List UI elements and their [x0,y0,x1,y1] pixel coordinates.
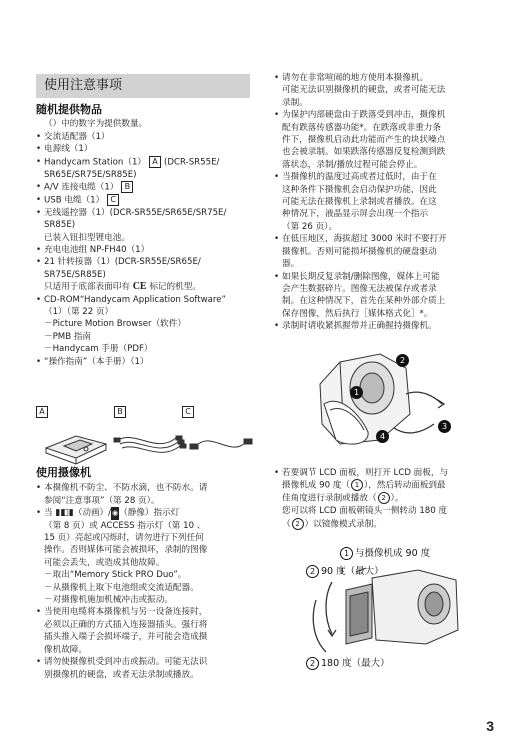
accessories-section [36,104,261,368]
item-text: （动画）/ [73,508,112,519]
ref-2b: 2 [292,518,304,530]
use-section [36,467,264,681]
accessories-illustration [36,406,258,468]
section-title: 使用注意事项 [36,74,250,98]
list-item: • 当摄像机的温度过高或者过低时，由于在 [274,171,502,183]
callout-3: 3 [438,420,451,433]
lcd-caption-1 [340,545,430,560]
list-item: • 交流适配器（1） [36,131,261,143]
list-item: • 为保护内部硬盘由于跌落受到冲击，摄像机 [274,109,502,121]
callout-4: 4 [376,430,389,443]
lcd-section [274,467,502,531]
ref-2: 2 [378,492,390,504]
list-item: • 21 针转接器（1）(DCR-SR55E/SR65E/ [36,256,261,268]
list-item [36,181,261,194]
accessories-heading: 随机提供物品 [36,103,102,116]
box-b-label: B [121,181,133,193]
list-item-cont: 操作。否则媒体可能会被损坏，录制的图像 [44,545,208,556]
lcd-drawing [306,560,476,656]
list-item [36,507,264,519]
list-item-cont: －对摄像机施加机械冲击或振动。 [44,595,173,606]
page-number: 3 [486,718,494,734]
illus-label-c: C [182,406,194,418]
item-text: （ [282,519,291,530]
item-text: 当 [44,508,53,519]
use-heading: 使用摄像机 [36,466,91,479]
list-item: • 请勿使摄像机受到冲击或振动。可能无法识 [36,656,264,668]
list-item-cont: 摄像机。否则可能损坏摄像机的硬盘驱动 [282,246,437,257]
accessories-drawing [36,420,258,468]
list-item-cont [274,492,502,505]
list-item-cont: SR65E/SR75E/SR85E) [44,169,137,180]
list-item: • CD-ROM“Handycam Application Software” [36,294,261,306]
list-item: • 电源线（1） [36,143,261,155]
illus-label-b: B [114,406,126,418]
list-item-cont: －PMB 指南 [44,331,92,342]
handycam-station-image [46,436,106,464]
list-item-cont: 参阅“注意事项”（第 28 页）。 [44,495,160,506]
item-text: A/V 连接电缆（1） [44,182,119,193]
callout-1: 1 [350,386,363,399]
list-item-cont: 别摄像机的硬盘，或者无法录制或播放。 [44,669,199,680]
list-item-cont: 15 页）亮起或闪烁时，请勿进行下列任何 [44,533,204,544]
item-text: ）。 [390,493,404,504]
item-text: ）以镜像模式录制。 [304,519,382,530]
list-item-cont: 录制。 [282,97,308,108]
camera-icon: ◉ [111,507,119,519]
list-item: • 在低压地区，海拔超过 3000 米时不要打开 [274,233,502,245]
caption-text: 180 度（最大） [321,658,390,669]
item-text: 标记的机型。 [149,282,201,293]
lcd-illustration [306,560,476,656]
list-item: • 无线遥控器（1）(DCR-SR55E/SR65E/SR75E/ [36,207,261,219]
list-item-cont [36,281,261,293]
list-item-cont: 这种条件下摄像机会启动保护功能，因此 [282,184,437,195]
list-item: • 请勿在非常喧闹的地方使用本摄像机。 [274,72,502,84]
list-item-cont: 必须以正确的方式插入连接器插头。强行将 [44,619,208,630]
list-item-cont: －取出“Memory Stick PRO Duo”。 [44,570,187,581]
list-item-cont: 件下，摄像机启动此功能而产生的块状噪点 [282,135,446,146]
list-item-cont: 也会被录制。如果跌落传感器反复检测到跌 [282,147,446,158]
item-text: 只适用于底部表面印有 [44,282,130,293]
list-item-cont: 器。 [282,259,300,270]
list-item-cont: 会产生数据碎片。图像无法被保存或者录 [282,283,437,294]
list-item: • 录制时请收紧抓握带并正确握持摄像机。 [274,320,502,332]
list-item-cont: 可能无法在摄像机上录制或者播放。在这 [282,197,437,208]
list-item-cont: （1）（第 22 页） [44,307,114,317]
box-a-label: A [149,156,161,168]
caption-text: 与摄像机成 90 度 [355,548,431,559]
list-item-cont: －Picture Motion Browser（软件） [44,319,186,330]
accessories-note: （）中的数字为提供数量。 [44,119,148,130]
list-item-cont [274,518,502,531]
caption-num-2: 2 [306,565,319,578]
list-item-cont: SR85E) [44,220,76,231]
box-c-label: C [107,194,119,206]
list-item-cont: 种情况下，液晶显示屏会出现一个指示 [282,209,429,220]
item-text: （静像）指示灯 [119,508,180,519]
usb-cable-image [190,439,252,449]
movie-icon: ▮◧▮ [55,508,74,519]
ce-mark-icon: CE [132,281,147,293]
list-item-cont: 落状态，录制/播放过程可能会停止。 [282,159,423,170]
list-item-cont: （第 26 页）。 [282,221,338,232]
list-item-cont: 像机故障。 [44,644,87,655]
list-item-cont: 插头推入端子会损坏端子，并可能会造成摄 [44,632,208,643]
grip-strap-illustration [310,344,460,456]
caption-num-3: 2 [306,657,319,670]
item-text: (DCR-SR55E/ [164,157,220,168]
av-cable-image [114,436,186,452]
list-item-cont [274,479,502,492]
list-item-cont: 可能无法识别摄像机的硬盘，或者可能无法 [282,85,446,96]
list-item: • “操作指南”（本手册）（1） [36,356,261,368]
list-item [36,156,261,169]
list-item-cont: 制。在这种情况下，首先在某种外部介质上 [282,296,446,307]
illus-label-a: A [36,406,48,418]
list-item [36,194,261,207]
lcd-caption-3 [306,655,390,670]
list-item-cont: －Handycam 手册（PDF） [44,344,153,355]
list-item-cont: －从摄像机上取下电池组或交流适配器。 [44,582,199,593]
item-text: 佳角度进行录制或播放（ [282,493,377,504]
item-text: 摄像机成 90 度（ [282,480,350,491]
list-item: • 若要调节 LCD 面板，则打开 LCD 面板，与 [274,467,502,479]
ref-1: 1 [351,479,363,491]
item-text: Handycam Station（1） [44,157,147,168]
list-item-cont: （第 8 页）或 ACCESS 指示灯（第 10 、 [44,520,206,531]
caption-num-1: 1 [340,547,353,560]
list-item-cont: SR75E/SR85E) [44,269,106,280]
list-item-cont: 配有跌落传感器功能*。在跌落或非重力条 [282,122,441,133]
list-item: • 如果长期反复录制/删除图像，媒体上可能 [274,271,502,283]
list-item: • 当使用电缆将本摄像机与另一设备连接时， [36,606,264,618]
list-item-cont: 已装入钮扣型锂电池。 [44,232,130,243]
item-text: USB 电缆（1） [44,195,105,206]
list-item-cont: 可能会丢失，或造成其他故障。 [44,557,165,568]
callout-2: 2 [396,354,409,367]
list-item-cont: 您可以将 LCD 面板朝镜头一侧转动 180 度 [282,506,448,517]
precautions-section [274,72,502,333]
item-text: ），然后转动面板到最 [363,480,446,491]
list-item-cont: 保存图像，然后执行［媒体格式化］*。 [282,308,433,319]
caption-text: 90 度（最大） [321,566,384,577]
list-item: • 充电电池组 NP-FH40（1） [36,244,261,256]
list-item: • 本摄像机不防尘、不防水滴，也不防水。请 [36,482,264,494]
